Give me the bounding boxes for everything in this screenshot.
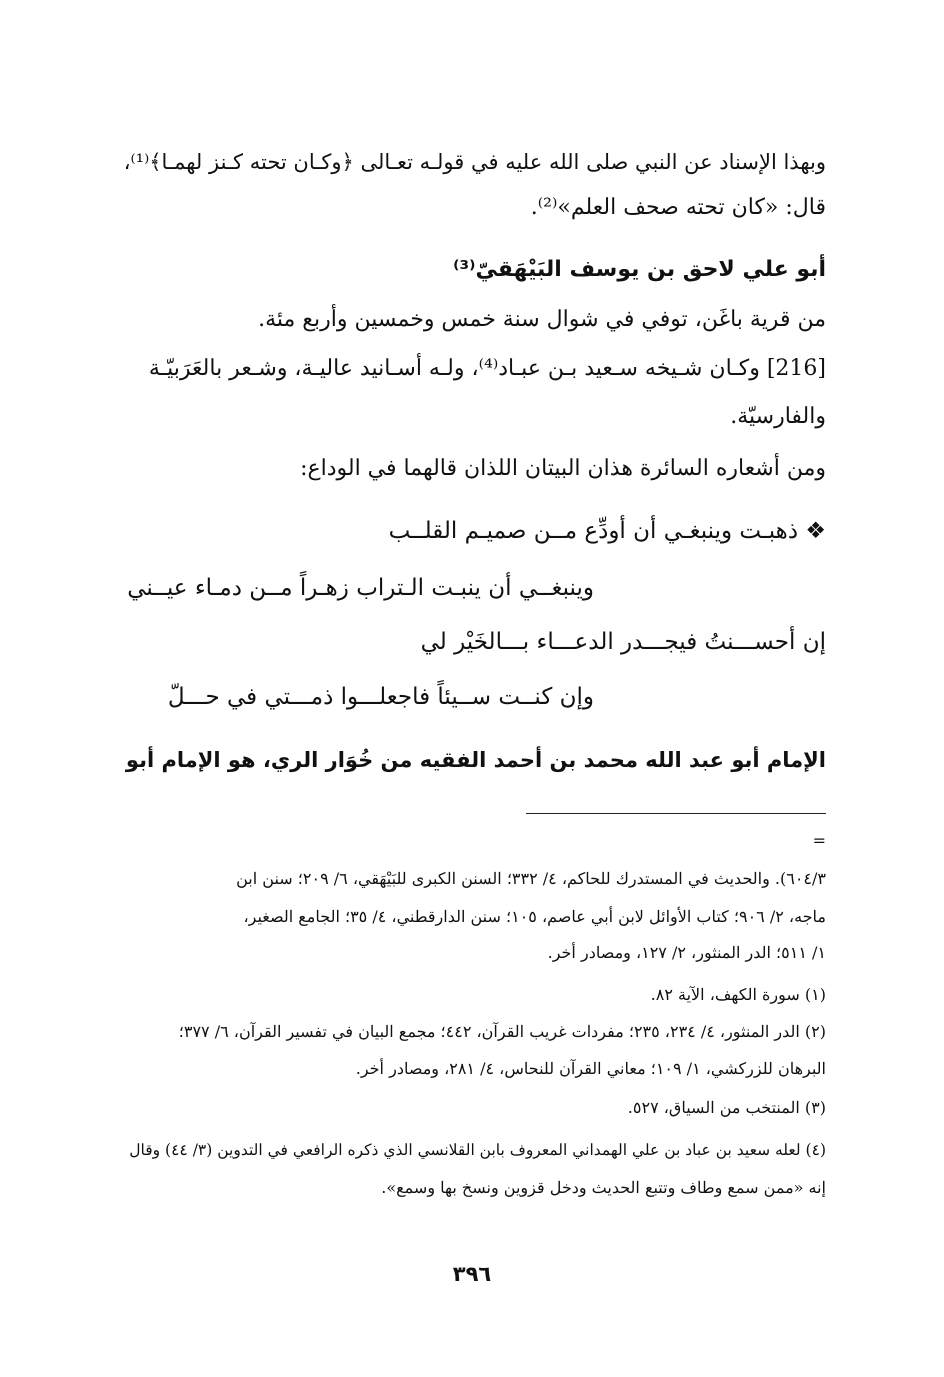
footnote-line: إنه «ممن سمع وطاف وتتبع الحديث ودخل قزوين ونسخ بها وسمع». bbox=[381, 1178, 826, 1197]
footnote-line: ماجه، ٢/ ٩٠٦؛ كتاب الأوائل لابن أبي عاصم، ١٠٥؛ سنن الدارقطني، ٤/ ٣٥؛ الجامع الصغير، bbox=[243, 907, 826, 926]
paragraph-line: [216] وكـان شـيخه سـعيد بـن عبـاد⁽⁴⁾، ولـه أسـانيد عاليـة، وشـعر بالعَرَبيّـة bbox=[148, 356, 826, 381]
paragraph-line: وبهذا الإسناد عن النبي صلى الله عليه في قولـه تعـالى ﴿وكـان تحته كـنز لهمـا﴾⁽¹⁾، bbox=[123, 150, 826, 174]
biography-heading: أبو علي لاحق بن يوسف البَيْهَقيّ⁽³⁾ bbox=[453, 257, 826, 282]
verse-line: وينبغــي أن ينبـت الـتراب زهـراً مــن دمـاء عيــني bbox=[127, 575, 594, 601]
footnote-separator bbox=[526, 813, 826, 814]
footnote-line: البرهان للزركشي، ١/ ١٠٩؛ معاني القرآن للنحاس، ٤/ ٢٨١، ومصادر أخر. bbox=[355, 1059, 826, 1078]
paragraph-line: قال: «كان تحته صحف العلم»⁽²⁾. bbox=[530, 195, 826, 220]
paragraph-line: والفارسيّة. bbox=[730, 404, 826, 429]
verse-line: وإن كنــت ســيئاً فاجعلـــوا ذمـــتي في حـــلّ bbox=[167, 684, 594, 710]
footnote-continuation-mark: = bbox=[812, 831, 826, 850]
footnote-line: ١/ ٥١١؛ الدر المنثور، ٢/ ١٢٧، ومصادر أخر. bbox=[547, 943, 826, 962]
paragraph-line: من قرية باغَن، توفي في شوال سنة خمس وخمسين وأربع مئة. bbox=[258, 307, 826, 332]
verse-line: إن أحســـنتُ فيجـــدر الدعـــاء بـــالخَيْر لي bbox=[420, 629, 826, 655]
page-number: ٣٩٦ bbox=[452, 1262, 492, 1286]
paragraph-line: ومن أشعاره السائرة هذان البيتان اللذان قالهما في الوداع: bbox=[300, 456, 826, 481]
footnote-line: (١) سورة الكهف، الآية ٨٢. bbox=[650, 985, 826, 1004]
footnote-line: (٣) المنتخب من السياق، ٥٢٧. bbox=[627, 1098, 826, 1117]
footnote-line: ٦٠٤/٣). والحديث في المستدرك للحاكم، ٤/ ٣٣٢؛ السنن الكبرى للبَيْهَقي، ٦/ ٢٠٩؛ سنن ابن bbox=[236, 869, 826, 888]
footnote-line: (٢) الدر المنثور، ٤/ ٢٣٤، ٢٣٥؛ مفردات غريب القرآن، ٤٤٢؛ مجمع البيان في تفسير القرآن، ٦/ ٣٧٧؛ bbox=[178, 1022, 826, 1041]
verse-line: ❖ ذهبـت وينبغـي أن أودِّع مــن صميـم القلــب bbox=[388, 518, 826, 544]
footnote-line: (٤) لعله سعيد بن عباد بن علي الهمداني المعروف بابن القلانسي الذي ذكره الرافعي في التدوين (٣/ ٤٤) وقال bbox=[129, 1141, 826, 1159]
biography-heading: الإمام أبو عبد الله محمد بن أحمد الفقيه من خُوَار الري، هو الإمام أبو bbox=[125, 748, 826, 772]
